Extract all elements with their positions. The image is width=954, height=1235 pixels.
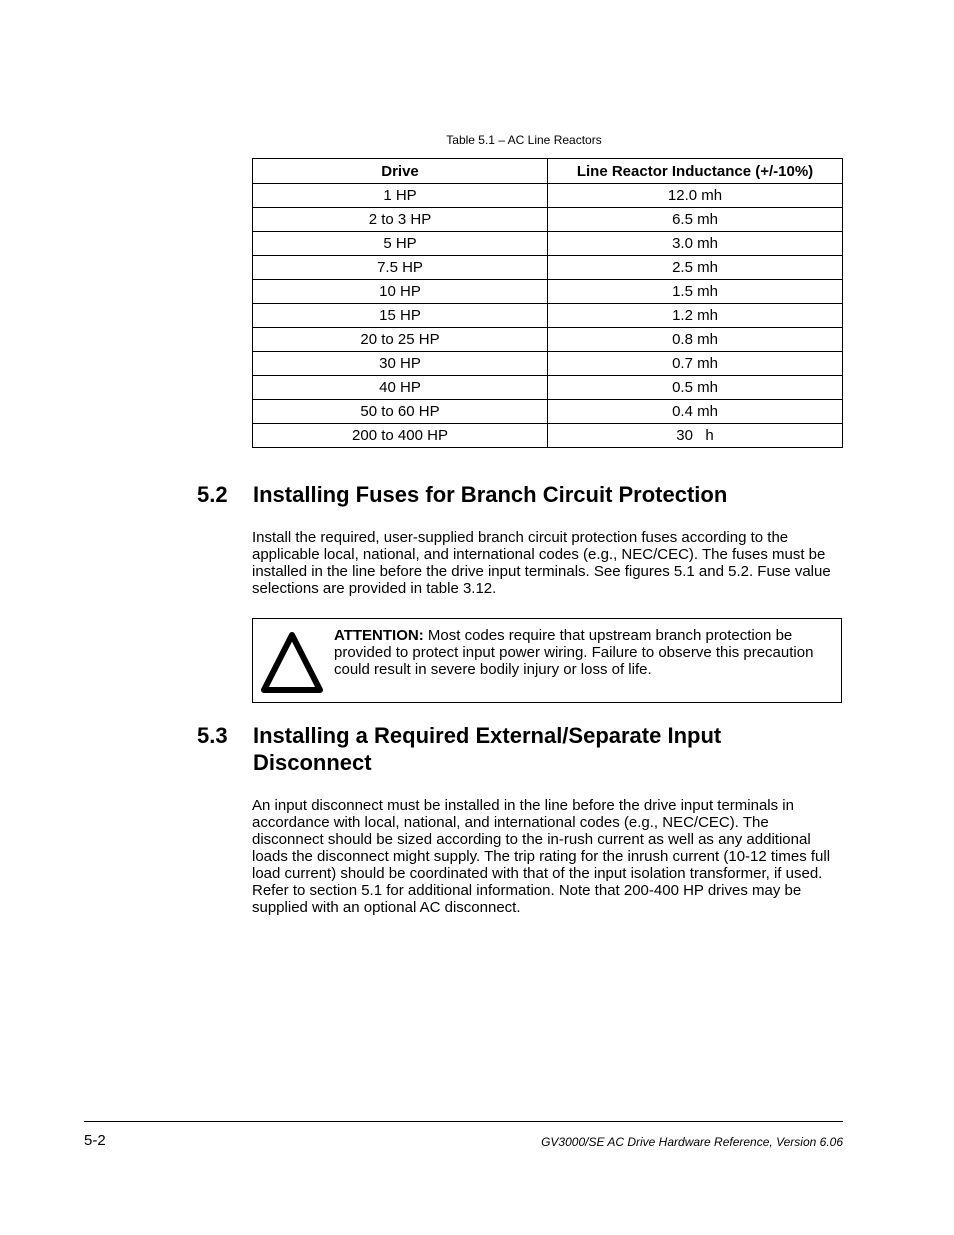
page-number: 5-2 <box>84 1132 106 1149</box>
column-header-drive: Drive <box>253 159 548 184</box>
drive-cell: 2 to 3 HP <box>253 208 548 232</box>
section-number: 5.3 <box>197 723 228 748</box>
drive-cell: 7.5 HP <box>253 256 548 280</box>
table-row <box>253 424 843 448</box>
table-row <box>253 352 843 376</box>
drive-cell: 200 to 400 HP <box>253 424 548 448</box>
table-row <box>253 328 843 352</box>
table-header-row <box>253 159 843 184</box>
attention-text <box>334 627 834 678</box>
inductance-cell: 3.0 mh <box>548 232 843 256</box>
inductance-cell: 1.5 mh <box>548 280 843 304</box>
table-row <box>253 232 843 256</box>
table-caption: Table 5.1 – AC Line Reactors <box>446 133 602 147</box>
table-row <box>253 304 843 328</box>
inductance-cell: 0.8 mh <box>548 328 843 352</box>
drive-cell: 40 HP <box>253 376 548 400</box>
inductance-cell: 6.5 mh <box>548 208 843 232</box>
inductance-cell: 1.2 mh <box>548 304 843 328</box>
inductance-cell: 0.5 mh <box>548 376 843 400</box>
table-row <box>253 184 843 208</box>
inductance-cell: 0.7 mh <box>548 352 843 376</box>
drive-cell: 50 to 60 HP <box>253 400 548 424</box>
drive-cell: 15 HP <box>253 304 548 328</box>
section-title: Installing Fuses for Branch Circuit Protection <box>253 482 728 507</box>
inductance-cell: 30 h <box>548 424 843 448</box>
drive-cell: 1 HP <box>253 184 548 208</box>
drive-cell: 20 to 25 HP <box>253 328 548 352</box>
drive-cell: 10 HP <box>253 280 548 304</box>
inductance-cell: 12.0 mh <box>548 184 843 208</box>
drive-cell: 30 HP <box>253 352 548 376</box>
table-row <box>253 256 843 280</box>
section-5-2-body: Install the required, user-supplied branch circuit protection fuses according to the applicable local, national, and international codes (e.g., NEC/CEC). The fuses must be installed in the line before the drive input terminals. See figures 5.1 and 5.2. Fuse value selections are provided in table 3.12. <box>252 529 831 597</box>
table-row <box>253 208 843 232</box>
footer-divider <box>84 1121 843 1122</box>
column-header-inductance: Line Reactor Inductance (+/-10%) <box>548 159 843 184</box>
section-5-3-body: An input disconnect must be installed in the line before the drive input terminals in accordance with local, national, and international codes (e.g., NEC/CEC). The disconnect should be sized according to the in-rush current as well as any additional loads the disconnect might supply. The trip rating for the inrush current (10-12 times full load current) should be coordinated with that of the input isolation transformer, if used. Refer to section 5.1 for additional information. Note that 200-400 HP drives may be supplied with an optional AC disconnect. <box>252 797 831 916</box>
table-row <box>253 376 843 400</box>
inductance-cell: 2.5 mh <box>548 256 843 280</box>
drive-cell: 5 HP <box>253 232 548 256</box>
inductance-cell: 0.4 mh <box>548 400 843 424</box>
attention-box <box>252 618 842 703</box>
section-title: Installing a Required External/Separate Input Disconnect <box>253 723 722 775</box>
warning-triangle-icon <box>259 629 325 695</box>
document-title: GV3000/SE AC Drive Hardware Reference, Version 6.06 <box>541 1135 843 1149</box>
attention-label: ATTENTION: <box>334 627 424 644</box>
attention-message: Most codes require that upstream branch protection be provided to protect input power wiring. Failure to observe this precaution could result in severe bodily injury or loss of life. <box>334 627 814 678</box>
table-row <box>253 280 843 304</box>
table-row <box>253 400 843 424</box>
section-number: 5.2 <box>197 482 228 507</box>
line-reactor-table <box>252 158 843 448</box>
